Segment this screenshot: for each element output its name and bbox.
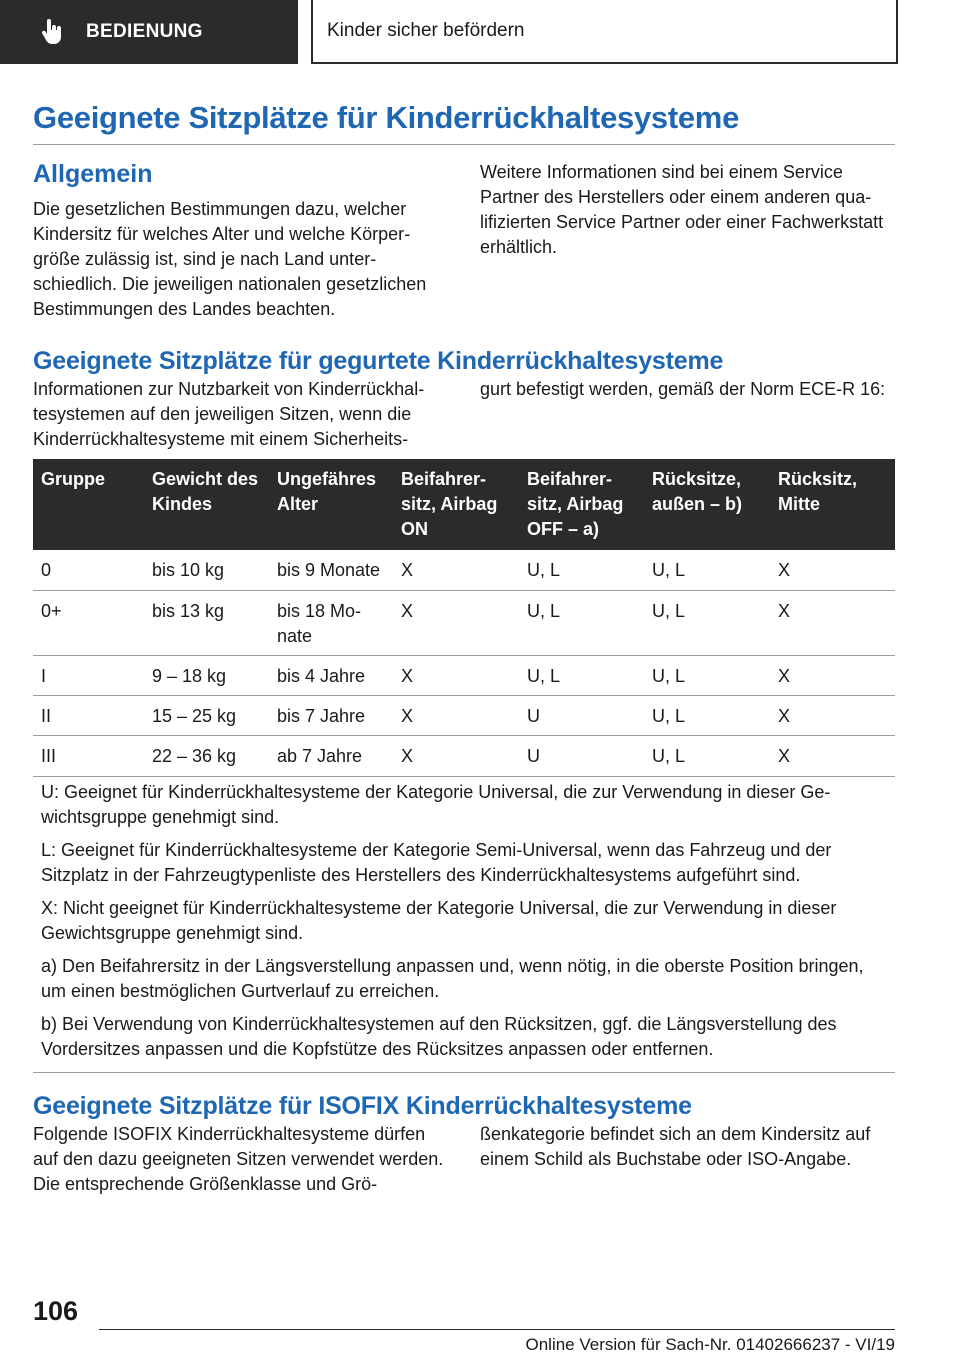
isofix-text-right: ßenkategorie befindet sich an dem Kindersitz auf einem Schild als Buchstabe oder ISO-Angabe. (480, 1124, 871, 1169)
table-cell: U, L (652, 706, 686, 726)
table-cell: 0 (41, 560, 52, 580)
table-cell: bis 10 kg (152, 560, 225, 580)
allgemein-text-left: Die gesetzlichen Bestimmungen dazu, welcher Kindersitz für welches Alter und welche Körpergröße zulässig ist, sind je nach Land unterschiedlich. Die jeweiligen nationalen gesetzlichen Bestimmungen des Landes beachten. (33, 199, 427, 319)
header-ruecksitz-mitte: Rücksitz, Mitte (778, 469, 858, 514)
note-b: b) Bei Verwendung von Kinderrückhaltesystemen auf den Rücksitzen, ggf. die Längsverstellung des Vordersitzes anpassen und die Kopfstütze des Rücksitzes anpassen oder entfernen. (41, 1014, 837, 1059)
table-cell: 0+ (41, 601, 62, 621)
header-gewicht: Gewicht des Kindes (152, 469, 259, 514)
isofix-text-left: Folgende ISOFIX Kinderrückhaltesysteme dürfen auf den dazu geeigneten Sitzen verwendet werden. Die entsprechende Größenklasse und Grö- (33, 1124, 444, 1194)
heading-allgemein: Allgemein (33, 160, 153, 188)
table-cell: 22 – 36 kg (152, 746, 237, 766)
page-number: 106 (33, 1296, 79, 1326)
table-cell: U, L (652, 560, 686, 580)
page-title: Geeignete Sitzplätze für Kinderrückhaltesysteme (33, 100, 740, 135)
table-cell: I (41, 666, 47, 686)
table-cell: X (401, 601, 414, 621)
heading-isofix: Geeignete Sitzplätze für ISOFIX Kinderrückhaltesysteme (33, 1092, 692, 1120)
header-alter: Ungefähres Alter (277, 469, 377, 514)
table-cell: U, L (527, 601, 561, 621)
chapter-label: Kinder sicher befördern (327, 20, 525, 41)
page-header (0, 0, 960, 66)
table-cell: ab 7 Jahre (277, 746, 363, 766)
section-tab (0, 0, 298, 64)
table-row (33, 656, 895, 696)
table-row (33, 550, 895, 591)
table-row (33, 591, 895, 656)
header-gruppe: Gruppe (41, 469, 106, 489)
title-divider (33, 144, 895, 145)
table-cell: U, L (652, 746, 686, 766)
note-u: U: Geeignet für Kinderrückhaltesysteme der Kategorie Universal, die zur Verwendung in dieser Gewichtsgruppe genehmigt sind. (41, 782, 831, 827)
table-cell: III (41, 746, 57, 766)
table-cell: X (778, 746, 791, 766)
note-a: a) Den Beifahrersitz in der Längsverstellung anpassen und, wenn nötig, in die oberste Position bringen, um einen bestmöglichen Gurtverlauf zu erreichen. (41, 956, 864, 1001)
table-cell: X (778, 560, 791, 580)
header-airbag-off: Beifahrersitz, Airbag OFF – a) (527, 469, 624, 539)
gegurtet-text-left: Informationen zur Nutzbarkeit von Kinderrückhaltesystemen auf den jeweiligen Sitzen, wenn die Kinderrückhaltesysteme mit einem Sicherheits- (33, 379, 425, 449)
table-cell: X (778, 706, 791, 726)
table-cell: X (401, 560, 414, 580)
table-cell: 15 – 25 kg (152, 706, 237, 726)
heading-gegurtet: Geeignete Sitzplätze für gegurtete Kinderrückhaltesysteme (33, 347, 724, 375)
table-cell: II (41, 706, 52, 726)
hand-pointer-icon (40, 19, 64, 45)
table-cell: U, L (527, 666, 561, 686)
table-header (33, 459, 895, 550)
table-cell: bis 13 kg (152, 601, 225, 621)
note-x: X: Nicht geeignet für Kinderrückhaltesysteme der Kategorie Universal, die zur Verwendung in dieser Gewichtsgruppe genehmigt sind. (41, 898, 837, 943)
table-cell: U, L (527, 560, 561, 580)
table-row (33, 696, 895, 736)
table-cell: U (527, 746, 540, 766)
table-cell: bis 4 Jahre (277, 666, 366, 686)
table-cell: X (778, 601, 791, 621)
footer-divider (99, 1329, 895, 1330)
header-ruecksitze-aussen: Rücksitze, außen – b) (652, 469, 743, 514)
table-cell: bis 9 Monate (277, 560, 381, 580)
table-cell: U, L (652, 601, 686, 621)
table-row (33, 736, 895, 777)
note-l: L: Geeignet für Kinderrückhaltesysteme der Kategorie Semi-Universal, wenn das Fahrzeug und der Sitzplatz in der Fahrzeugtypenliste des Herstellers des Kinderrückhaltesystems aufgeführt sind. (41, 840, 832, 885)
table-cell: X (401, 746, 414, 766)
table-cell: U (527, 706, 540, 726)
table-cell: bis 7 Jahre (277, 706, 366, 726)
table-cell: bis 18 Monate (277, 601, 362, 646)
seat-suitability-table (33, 459, 895, 777)
gegurtet-text-right: gurt befestigt werden, gemäß der Norm ECE-R 16: (480, 379, 886, 399)
table-cell: U, L (652, 666, 686, 686)
table-cell: X (401, 666, 414, 686)
table-cell: X (401, 706, 414, 726)
table-notes (33, 772, 895, 1073)
header-airbag-on: Beifahrersitz, Airbag ON (401, 469, 498, 539)
table-cell: 9 – 18 kg (152, 666, 227, 686)
section-label: BEDIENUNG (86, 21, 203, 42)
table-cell: X (778, 666, 791, 686)
footer-text: Online Version für Sach-Nr. 01402666237 - VI/19 (525, 1335, 895, 1354)
chapter-tab (311, 0, 898, 64)
allgemein-text-right: Weitere Informationen sind bei einem Service Partner des Herstellers oder einem anderen qualifizierten Service Partner oder einer Fachwerkstatt erhältlich. (480, 162, 884, 257)
